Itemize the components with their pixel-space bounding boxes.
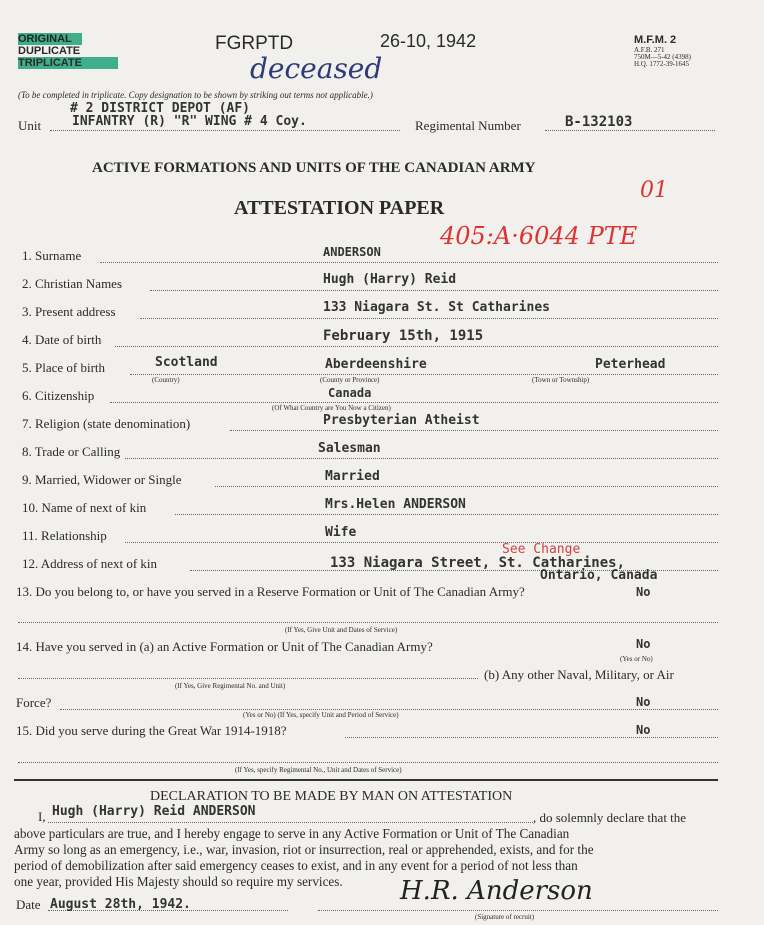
field-label: 8. Trade or Calling xyxy=(22,444,121,459)
unit-line1: # 2 DISTRICT DEPOT (AF) xyxy=(70,101,251,116)
form-title: ATTESTATION PAPER xyxy=(234,197,445,219)
field-label: 12. Address of next of kin xyxy=(22,556,158,571)
unit-line2: INFANTRY (R) "R" WING # 4 Coy. xyxy=(72,114,307,129)
declaration-line: above particulars are true, and I hereby engage to serve in any Active Formation or Unit of The Canadian xyxy=(14,826,570,841)
birth-country-value: Scotland xyxy=(155,355,218,370)
date-of-birth-value: February 15th, 1915 xyxy=(323,328,484,344)
field-label: 4. Date of birth xyxy=(22,332,102,347)
question-14b: (b) Any other Naval, Military, or Air xyxy=(484,667,674,682)
christian-names-value: Hugh (Harry) Reid xyxy=(323,272,457,287)
declaration-date: August 28th, 1942. xyxy=(50,897,191,912)
surname-value: ANDERSON xyxy=(323,245,381,259)
form-refs xyxy=(634,47,691,68)
copy-original: ORIGINAL xyxy=(18,33,82,45)
religion-value: Presbyterian Atheist xyxy=(323,413,480,428)
field-label: 2. Christian Names xyxy=(22,276,123,291)
question-15: 15. Did you serve during the Great War 1914-1918? xyxy=(16,723,287,738)
question-14: 14. Have you served in (a) an Active Formation or Unit of The Canadian Army? xyxy=(16,639,433,654)
declaration-line: period of demobilization after said emergency ceases to exist, and in any event for a period of not less than xyxy=(14,858,578,873)
hint: (Town or Township) xyxy=(532,376,590,384)
field-label: 5. Place of birth xyxy=(22,360,106,375)
instruction: (To be completed in triplicate. Copy designation to be shown by striking out terms not applicable.) xyxy=(18,90,373,100)
q13-answer: No xyxy=(636,585,651,599)
relationship-value: Wife xyxy=(325,525,357,540)
declaration-line: one year, provided His Majesty should so require my services. xyxy=(14,874,343,889)
field-label: 9. Married, Widower or Single xyxy=(22,472,182,487)
present-address-value: 133 Niagara St. St Catharines xyxy=(323,300,550,315)
declaration-prefix: I, xyxy=(38,809,46,824)
stamp: FGRPTD xyxy=(215,33,294,54)
field-label: 1. Surname xyxy=(22,248,82,263)
q14-answer: No xyxy=(636,637,651,651)
birth-town-value: Peterhead xyxy=(595,357,666,372)
see-change-note: See Change xyxy=(502,542,581,557)
copy-duplicate: DUPLICATE xyxy=(18,45,81,57)
next-of-kin-address-line2: Ontario, Canada xyxy=(540,568,658,583)
q15-answer: No xyxy=(636,723,651,737)
declaration-heading: DECLARATION TO BE MADE BY MAN ON ATTESTATION xyxy=(150,789,513,804)
hint: (If Yes, Give Regimental No. and Unit) xyxy=(175,682,286,690)
hint: (County or Province) xyxy=(320,376,380,384)
field-label: 6. Citizenship xyxy=(22,388,95,403)
field-label: 3. Present address xyxy=(22,304,116,319)
next-of-kin-address-value: 133 Niagara Street, St. Catharines, xyxy=(330,555,626,571)
unit-label: Unit xyxy=(18,118,42,133)
hint: (If Yes, Give Unit and Dates of Service) xyxy=(285,626,398,634)
next-of-kin-value: Mrs.Helen ANDERSON xyxy=(325,497,466,512)
citizenship-value: Canada xyxy=(328,386,372,400)
form-code: M.F.M. 2 xyxy=(634,34,677,46)
recruit-signature: H.R. Anderson xyxy=(400,876,593,906)
regimental-number: B-132103 xyxy=(565,114,633,130)
field-label: 10. Name of next of kin xyxy=(22,500,147,515)
hint: (Yes or No) (If Yes, specify Unit and Period of Service) xyxy=(243,711,399,719)
hint: (Of What Country are You Now a Citizen) xyxy=(272,404,391,412)
question-14b-cont: Force? xyxy=(16,695,52,710)
field-label: 7. Religion (state denomination) xyxy=(22,416,191,431)
declaration-text: , do solemnly declare that the xyxy=(533,810,687,825)
q14b-answer: No xyxy=(636,695,651,709)
question-13: 13. Do you belong to, or have you served in a Reserve Formation or Unit of The Canadian Army? xyxy=(16,584,525,599)
marital-status-value: Married xyxy=(325,469,380,484)
annotation-top: 01 xyxy=(640,178,668,203)
divider xyxy=(14,779,718,781)
hint: (If Yes, specify Regimental No., Unit and Dates of Service) xyxy=(235,766,402,774)
form-ref: H.Q. 1772-39-1645 xyxy=(634,60,690,68)
birth-county-value: Aberdeenshire xyxy=(325,357,427,372)
form-heading: ACTIVE FORMATIONS AND UNITS OF THE CANADIAN ARMY xyxy=(92,160,536,176)
hint: (Country) xyxy=(152,376,180,384)
hint: (Yes or No) xyxy=(620,655,653,663)
handwritten-note: deceased xyxy=(250,52,383,85)
trade-value: Salesman xyxy=(318,441,381,456)
stamp-date: 26-10, 1942 xyxy=(380,31,477,51)
declaration-line: Army so long as an emergency, i.e., war, invasion, riot or insurrection, real or apprehended, exists, and for the xyxy=(14,842,594,857)
date-label: Date xyxy=(16,897,41,912)
form-ref: A.F.B. 271 xyxy=(634,46,665,54)
hint: (Signature of recruit) xyxy=(475,913,535,921)
copy-triplicate: TRIPLICATE xyxy=(18,57,118,69)
copy-designations xyxy=(18,33,118,69)
regimental-number-label: Regimental Number xyxy=(415,118,521,133)
field-label: 11. Relationship xyxy=(22,528,107,543)
annotation-main: 405:A·6044 PTE xyxy=(440,222,638,250)
declarant-name: Hugh (Harry) Reid ANDERSON xyxy=(52,804,256,819)
form-ref: 750M—5-42 (4398) xyxy=(634,53,691,61)
